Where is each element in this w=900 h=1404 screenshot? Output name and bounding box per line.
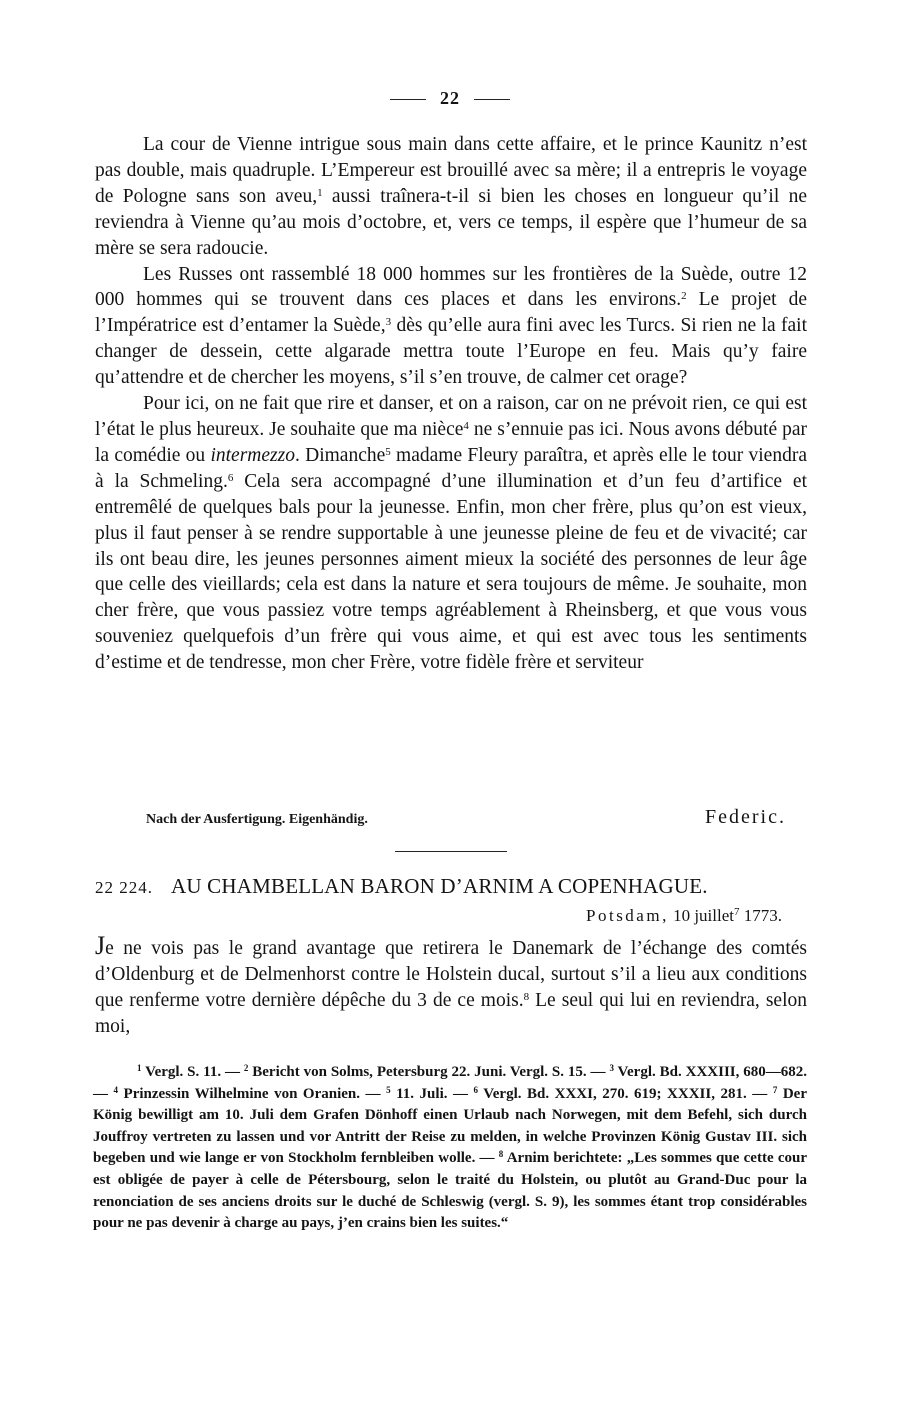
footnote-ref: 7 [772,1084,778,1095]
text-run: 11. Juli. — [390,1085,474,1102]
dateline-date: 10 juillet [673,906,734,925]
text-run: madame Fleury paraîtra, et après elle le tour viendra à la Schmeling. [95,444,807,492]
text-run: Cela sera accompagné d’une illumination et d’un feu d’artifice et entremêlé de quelques bals pour la jeunesse. Enfin, mon cher frère, plus qu’on est vieux, plus il faut penser à se rendre supportable à une jeunesse pleine de feu et de vivacité; car ils ont beau dire, les jeunes personnes aiment mieux la société des personnes de leur âge que celle des vieillards; cela est dans la nature et sera toujours de même. Je souhaite, mon cher frère, que vous passiez votre temps agréablement à Rheinsberg, et que vous vous souveniez quelquefois d’un frère qui vous aime, et qui est avec tous les sentiments d’estime et de tendresse, mon cher Frère, votre fidèle frère et serviteur [95,470,807,674]
footnote-ref: 6 [473,1084,479,1095]
text-run: Les Russes ont rassemblé 18 000 hommes sur les frontières de la Suède, outre 12 000 hommes qui se trouvent dans ces places et dans les environs. [95,263,807,311]
footnote-ref: 3 [385,316,392,329]
signature: Federic. [705,806,786,828]
footnote-ref: 4 [113,1084,119,1095]
page-header [0,88,900,109]
text-run: e ne vois pas le grand avantage que retirera le Danemark de l’échange des comtés d’Oldenburg et de Delmenhorst contre le Holstein ducal, surtout s’il a lieu aux conditions que renferme votre dernière dépêche du 3 de ce mois. [95,938,807,1011]
letter-heading [95,874,807,899]
footnote-ref: 3 [609,1063,614,1073]
paragraph [95,391,807,676]
letter-body [95,931,807,1040]
text-run: Le seul qui lui en reviendra, selon moi, [95,989,807,1037]
page-number: 22 [440,88,460,108]
footnote-ref: 1 [137,1063,142,1073]
text-run: Arnim berichtete: „Les sommes que cette cour est obligée de payer à celle de Pétersbourg, selon le traité du Holstein, ou plutôt au Grand-Duc pour la renonciation de ses anciens droits sur le duché de Schleswig (vergl. S. 9), les sommes étant trop considérables pour ne pas devenir à charge au pays, j’en crains bien les suites.“ [93,1150,807,1232]
text-run: aussi traînera-t-il si bien les choses en longueur qu’il ne reviendra à Vienne qu’au mois d’octobre, et, vers ce temps, il espère que l’humeur de sa mère se sera radoucie. [95,185,807,259]
closing-row [146,806,786,832]
text-run: dès qu’elle aura fini avec les Turcs. Si rien ne la fait changer de dessein, cette algarade mettra toute l’Europe en feu. Mais qu’y faire qu’attendre et de chercher les moyens, s’il s’en trouve, de calmer cet orage? [95,315,807,389]
footnote-ref: 4 [463,419,469,432]
footnote-ref: 8 [498,1149,504,1160]
text-run: Vergl. Bd. XXXIII, 680—682. — [93,1064,807,1102]
letter-body-previous [95,132,807,676]
source-note: Nach der Ausfertigung. Eigenhändig. [146,812,368,827]
text-run: Vergl. S. 11. — [141,1064,244,1080]
text-run: Le projet de l’Impératrice est d’entamer la Suède, [95,289,807,337]
paragraph [95,262,807,392]
text-run: ne s’ennuie pas ici. Nous avons débuté par la comédie ou [95,418,807,466]
header-dash-right [474,99,510,100]
footnote-block [93,1062,807,1235]
dateline [586,906,782,926]
dateline-year: 1773. [743,906,782,925]
drop-cap: J [95,931,106,960]
text-run: Der König bewilligt am 10. Juli dem Grafen Dönhoff einen Urlaub nach Norwegen, mit dem Befehl, sich durch Jouffroy vertreten zu lassen und vor Antritt der Reise zu melden, in welche Provinzen König Gustav III. sich begeben und wie lange er von Stockholm fernbleiben wolle. — [93,1085,807,1167]
dateline-place: Potsdam, [586,906,669,925]
italic-text: intermezzo [210,444,295,466]
footnote-ref: 5 [385,445,391,458]
dateline-footnote-ref: 7 [734,906,740,918]
letter-title: AU CHAMBELLAN BARON D’ARNIM A COPENHAGUE. [171,874,708,898]
footnotes [93,1062,807,1235]
text-run: Prinzessin Wilhelmine von Oranien. — [118,1085,387,1102]
footnote-ref: 5 [386,1084,391,1095]
section-divider [395,851,507,852]
paragraph [95,132,807,262]
text-run: Pour ici, on ne fait que rire et danser, et on a raison, car on ne prévoit rien, ce qui est l’état le plus heureux. Je souhaite que ma nièce [95,393,807,440]
text-run: . Dimanche [294,444,386,466]
text-run: La cour de Vienne intrigue sous main dans cette affaire, et le prince Kaunitz n’est pas double, mais quadruple. L’Empereur est brouillé avec sa mère; il a entrepris le voyage de Pologne sans son aveu, [95,134,807,207]
text-run: Vergl. Bd. XXXI, 270. 619; XXXII, 281. — [478,1085,773,1102]
text-run: Bericht von Solms, Petersburg 22. Juni. Vergl. S. 15. — [248,1064,610,1080]
header-dash-left [390,99,426,100]
letter-number: 22 224. [95,878,153,897]
footnote-ref: 1 [317,186,323,199]
letter-paragraph [95,931,807,1040]
footnote-ref: 2 [681,290,687,303]
footnote-ref: 8 [523,990,530,1003]
footnote-ref: 6 [227,471,234,484]
footnote-ref: 2 [243,1063,249,1073]
letter-paragraph-text [95,938,807,1037]
